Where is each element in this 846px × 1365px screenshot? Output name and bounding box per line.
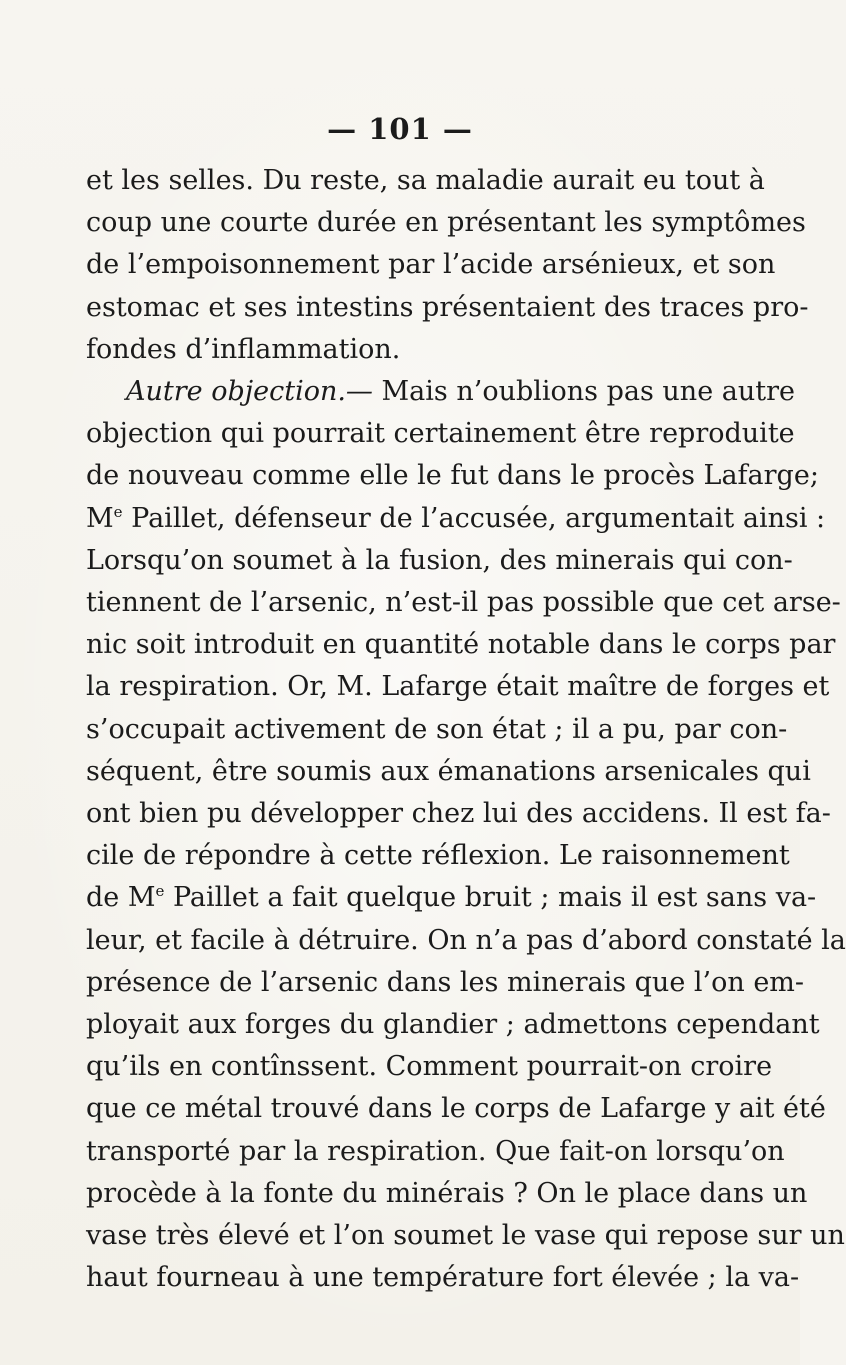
text-line: procède à la fonte du minérais ? On le place dans un: [86, 1177, 808, 1209]
text-line: vase très élevé et l’on soumet le vase qui repose sur un: [86, 1220, 845, 1252]
text-line: que ce métal trouvé dans le corps de Lafarge y ait été: [86, 1093, 826, 1125]
text-fragment: Paillet a fait quelque bruit ; mais il est sans va-: [164, 882, 817, 914]
text-line-with-title: [86, 877, 817, 919]
text-line: de nouveau comme elle le fut dans le procès Lafarge;: [86, 460, 819, 492]
title-superscript: e: [113, 502, 123, 521]
text-line: objection qui pourrait certainement être reproduite: [86, 418, 795, 450]
text-line: la respiration. Or, M. Lafarge était maître de forges et: [86, 671, 830, 703]
section-heading: Autre objection.—: [126, 376, 373, 408]
text-line: ont bien pu développer chez lui des accidens. Il est fa-: [86, 798, 831, 830]
text-line: ployait aux forges du glandier ; admettons cependant: [86, 1009, 820, 1041]
text-line: séquent, être soumis aux émanations arsenicales qui: [86, 755, 811, 787]
title-superscript: e: [155, 882, 165, 901]
text-line-with-title: [86, 498, 826, 540]
body-text: [86, 160, 846, 1299]
text-line: haut fourneau à une température fort élevée ; la va-: [86, 1262, 800, 1294]
title-abbreviation: de M: [86, 882, 156, 914]
title-abbreviation: M: [86, 502, 114, 534]
text-line: estomac et ses intestins présentaient des traces pro-: [86, 291, 809, 323]
text-line: s’occupait activement de son état ; il a pu, par con-: [86, 713, 788, 745]
text-line: et les selles. Du reste, sa maladie aurait eu tout à: [86, 165, 765, 196]
text-line: transporté par la respiration. Que fait-on lorsqu’on: [86, 1135, 785, 1167]
text-line: présence de l’arsenic dans les minerais que l’on em-: [86, 966, 805, 998]
text-line: coup une courte durée en présentant les symptômes: [86, 207, 806, 239]
text-line: leur, et facile à détruire. On n’a pas d’abord constaté la: [86, 924, 846, 956]
text-line: cile de répondre à cette réflexion. Le raisonnement: [86, 840, 790, 872]
text-line: tiennent de l’arsenic, n’est-il pas possible que cet arse-: [86, 587, 841, 619]
text-line: qu’ils en contînssent. Comment pourrait-on croire: [86, 1051, 773, 1083]
paragraph-start-line: [86, 371, 795, 413]
text-fragment: Paillet, défenseur de l’accusée, argumentait ainsi :: [122, 502, 826, 534]
text-line: Lorsqu’on soumet à la fusion, des minerais qui con-: [86, 544, 793, 576]
text-line: fondes d’inflammation.: [86, 333, 401, 365]
text-fragment: Mais n’oublions pas une autre: [381, 376, 795, 408]
page-number: — 101 —: [327, 112, 473, 146]
text-line: de l’empoisonnement par l’acide arsénieux, et son: [86, 249, 776, 281]
text-line: nic soit introduit en quantité notable dans le corps par: [86, 629, 836, 661]
